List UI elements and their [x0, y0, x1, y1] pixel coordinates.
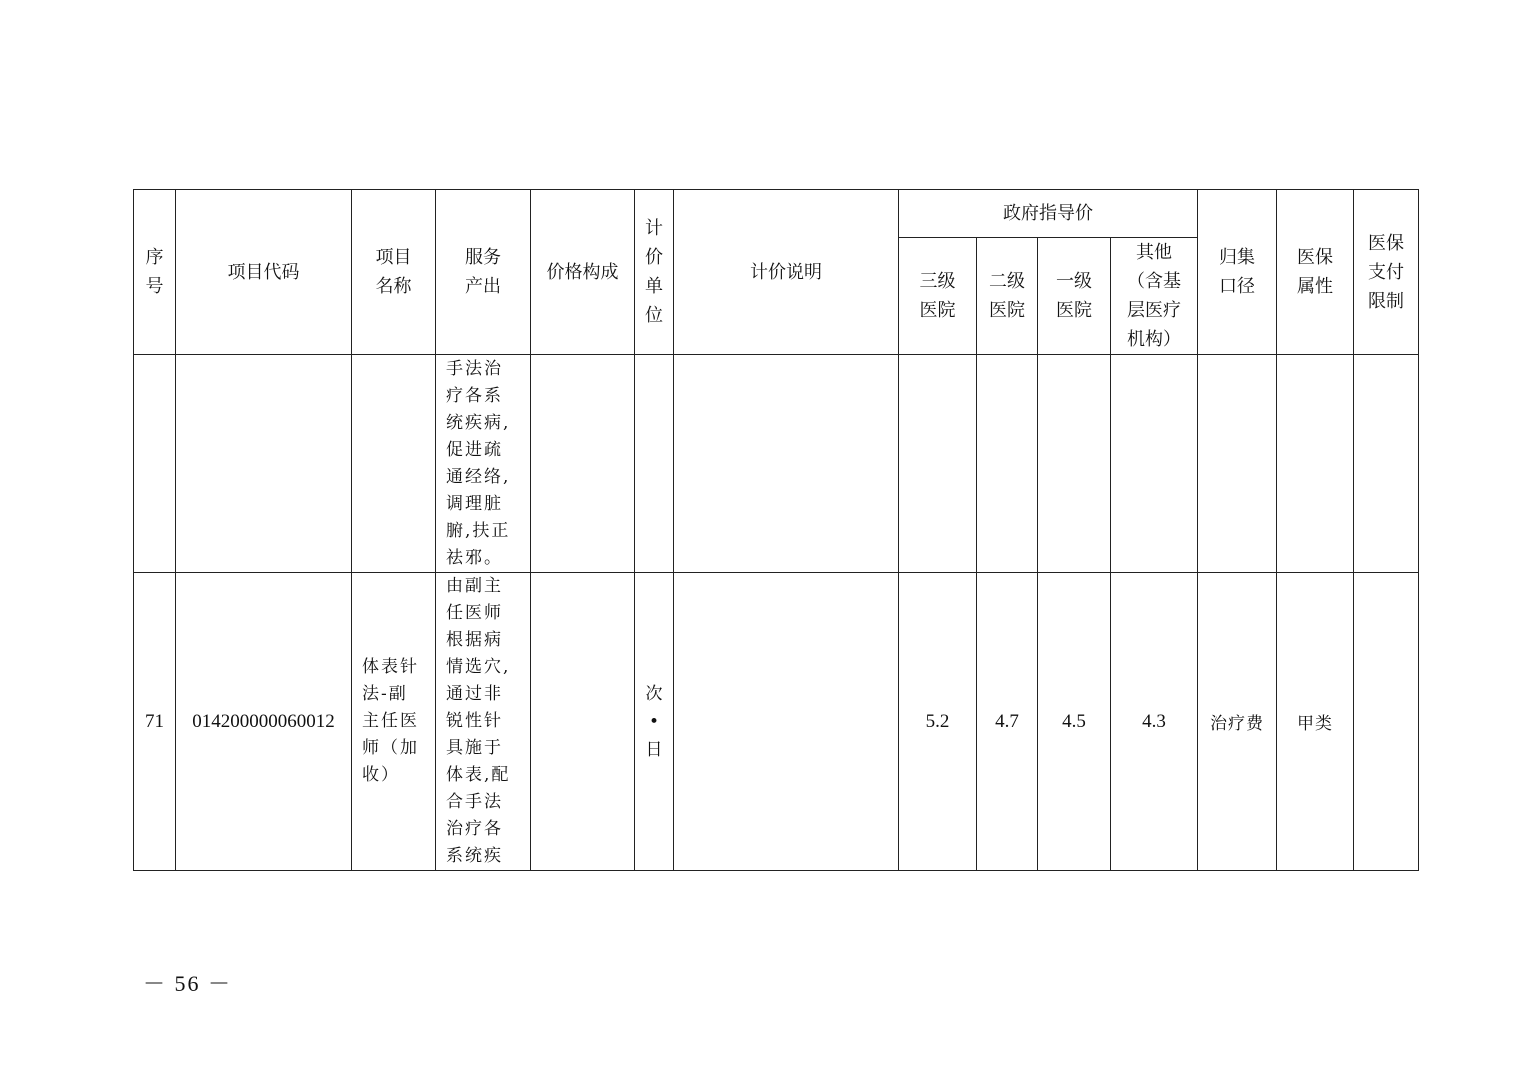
- cell-seq: 71: [134, 573, 176, 871]
- header-level2-label: 二级 医院: [989, 271, 1025, 321]
- header-name-label: 项目 名称: [375, 247, 412, 297]
- cell-insurance-attr: 甲类: [1277, 573, 1354, 871]
- cell-unit-text: 次 • 日: [645, 683, 663, 760]
- header-name: [352, 190, 436, 355]
- cell-code: [176, 355, 352, 573]
- cell-service-text: 由副主 任医师 根据病 情选穴, 通过非 锐性针 具施于 体表,配 合手法 治疗各 系统疾: [446, 576, 511, 866]
- cell-note: [674, 355, 899, 573]
- header-price-comp: [531, 190, 635, 355]
- header-service: [436, 190, 531, 355]
- cell-level1: 4.5: [1038, 573, 1111, 871]
- header-seq: [134, 190, 176, 355]
- header-insurance-attr-label: 医保 属性: [1297, 247, 1333, 297]
- cell-category: 治疗费: [1198, 573, 1277, 871]
- header-row-top: [134, 190, 1419, 238]
- cell-level2: [977, 355, 1038, 573]
- header-level1-label: 一级 医院: [1056, 271, 1092, 321]
- cell-level3: [899, 355, 977, 573]
- cell-service-text: 手法治 疗各系 统疾病, 促进疏 通经络, 调理脏 腑,扶正 祛邪。: [446, 358, 511, 568]
- cell-unit: [635, 573, 674, 871]
- table-row: [134, 355, 1419, 573]
- cell-name-text: 体表针 法-副 主任医 师（加 收）: [362, 657, 419, 785]
- cell-insurance-limit: [1354, 355, 1419, 573]
- cell-insurance-attr: [1277, 355, 1354, 573]
- header-level3: [899, 238, 977, 355]
- header-category-label: 归集 口径: [1219, 247, 1255, 297]
- header-insurance-limit-label: 医保 支付 限制: [1368, 232, 1404, 312]
- cell-service: [436, 573, 531, 871]
- header-unit: [635, 190, 674, 355]
- header-service-label: 服务 产出: [465, 247, 501, 297]
- cell-other: 4.3: [1111, 573, 1198, 871]
- header-other: [1111, 238, 1198, 355]
- header-price-comp-label: 价格构成: [546, 261, 619, 283]
- cell-level3: 5.2: [899, 573, 977, 871]
- header-level1: [1038, 238, 1111, 355]
- cell-seq: [134, 355, 176, 573]
- price-table: [133, 189, 1419, 871]
- header-gov-price: [899, 190, 1198, 238]
- header-code: [176, 190, 352, 355]
- header-level2: [977, 238, 1038, 355]
- cell-price-comp: [531, 355, 635, 573]
- header-other-label: 其他 （含基 层医疗 机构）: [1127, 242, 1181, 350]
- cell-other: [1111, 355, 1198, 573]
- cell-level2: 4.7: [977, 573, 1038, 871]
- cell-insurance-limit: [1354, 573, 1419, 871]
- header-unit-label: 计 价 单 位: [645, 218, 663, 326]
- header-seq-label: 序 号: [145, 247, 164, 297]
- cell-category: [1198, 355, 1277, 573]
- table-row: [134, 573, 1419, 871]
- cell-service: [436, 355, 531, 573]
- header-insurance-limit: [1354, 190, 1419, 355]
- page-number: － 56 －: [143, 971, 233, 996]
- header-note-label: 计价说明: [750, 261, 822, 283]
- header-note: [674, 190, 899, 355]
- header-code-label: 项目代码: [227, 261, 300, 283]
- header-insurance-attr: [1277, 190, 1354, 355]
- cell-code: 014200000060012: [176, 573, 352, 871]
- cell-level1: [1038, 355, 1111, 573]
- header-level3-label: 三级 医院: [919, 271, 956, 321]
- cell-name: [352, 573, 436, 871]
- cell-price-comp: [531, 573, 635, 871]
- header-gov-price-label: 政府指导价: [1003, 203, 1093, 224]
- cell-note: [674, 573, 899, 871]
- cell-unit: [635, 355, 674, 573]
- header-category: [1198, 190, 1277, 355]
- cell-name: [352, 355, 436, 573]
